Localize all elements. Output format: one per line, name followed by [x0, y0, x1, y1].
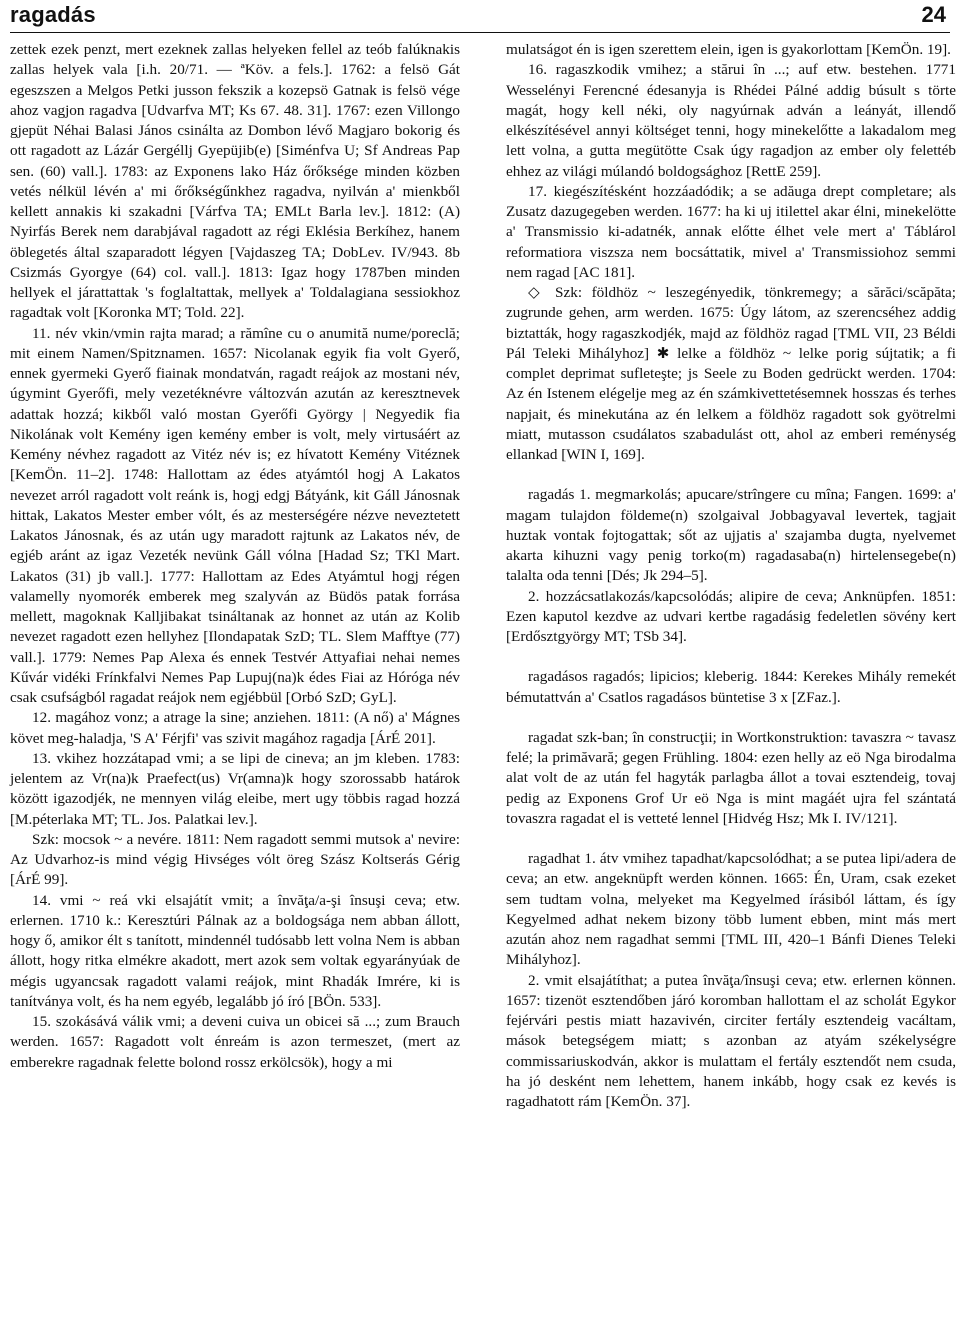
sense-paragraph: 17. kiegészítésként hozzáadódik; a se adăuga drept completare; als Zusatz dazugegeben werden. 1677: ha ki uj itilettel akar élni, minekelötte a' Transmissio ki-adatnék, annak előtte élhet vele mert a' Táblárol reformatiora viszsza nem bocsáttatik, mivel a' Transmissiohoz semmi nem ragad [AC 181].	[506, 182, 956, 281]
sense-paragraph: 15. szokásává válik vmi; a deveni cuiva un obicei să ...; zum Brauch werden. 1657: Ragadott volt énreám is azon termeszet, (mert az emberekre ragadnak felette bolond rossz erkölcsök), hogy a mi	[10, 1013, 460, 1071]
page-number: 24	[921, 2, 946, 27]
entry-paragraph: zettek ezek penzt, mert ezeknek zallas helyeken fellel az teób falúknakis zallas helyek vala [i.h. 20/71. — ªKöv. a fels.]. 1762: a felsö Gát egeszszen a Melgos Petki jusson fekszik a kozepsö Gatnak is felsö vége ahoz vagjon ragadva [Udvarfva MT; Ks 67. 48. 31]. 1767: ezen Villongo gjepüt Néhai Balasi János csinálta az Dombon lévő Magjaro bokorig és ott ragadott az Lázár Gergéllj Gyepüjib(e) [Siménfva U; Sf Andreas Pap sen. (60) vall.]. 1783: az Exponens lako Ház őrőksége minden közben vetés nélkül lévén a' mi őrőkségűnkhez ragadva, nyilván a' mienkből kellett annakis ki szakadni [Várfva TA; EMLt Barla lev.]. 1812: (A) Nyirfás Berek nem darabjával ragadott az régi Eklésia Berkíhez, hanem öblegetés által szaparadott légyen [Vajdaszeg TA; DobLev. IV/943. 8b Csizmás Gyorgye (64) col. vall.]. 1813: Igaz hogy 1787ben minden hellyek el járattattak 's foglaltattak, mellyek a' Toldalagiana sessiokhoz ragadtak volt [Koronka MT; Told. 22].	[10, 41, 460, 322]
phrase-paragraph: ◇ Szk: földhöz ~ leszegényedik, tönkremegy; a sărăci/scăpăta; zugrunde gehen, arm werden. 1675: Úgy látom, az szerencséhez addig biztatták, hogy ragaszkodjék, majd az földhöz ragad [TML VII, 23 Béldi Pál Teleki Mihályhoz] ✱ lelke a földhöz ~ lelke porig sújtatik; a fi complet deprimat sufleteşte; js Seele zu Boden gedrückt werden. 1704: Az én Istenem elégelje meg az én számkivettetésemnek hosszas és terhes napjait, és minekutána az én lelkem a földhöz ragadott sok gyötrelmi miatt, mutasson csudálatos szabadulást ott, ahol az emberi reménység ellankad [WIN I, 169].	[506, 284, 956, 463]
left-column	[10, 40, 460, 1073]
running-headword: ragadás	[10, 2, 96, 27]
sense-paragraph: 11. név vkin/vmin rajta marad; a rămîne cu o anumită nume/poreclă; mit einem Namen/Spitznamen. 1657: Nicolanak egyik fia volt Gyerő, ennek gyermeki Gyerő fiainak mondatván, ragadt reájok az mostani név, úgymint Gyerőfi, mely vezetéknévre változván azután az keresztnevek adattak hozzá; kikből való mostan Gyerőfi György | Negyedik fia Nikolának volt Kemény igen kemény ember is volt, mely virtusáért az Kemény névhez ragadott az Vitéz név is; ez hívatott Kemény Vitéznek [KemÖn. 11–2]. 1748: Hallottam az édes atyámtól hogj A Lakatos nevezet arról ragadott volt reánk is, hogj edgj Bátyánk, kit Gáll Jánosnak hittak, Lakatos Mester ember vólt, és az mesterségére nézve neveztetett Lakatos Jánosnak, és az után ugy maradott rajtunk az Lakatos név, de egjéb aránt az igaz Vezeték nevünk Gáll vólna [Hadad Sz; TKl Mart. Lakatos (31) jb vall.]. 1777: Hallottam az Edes Atyámtul hogj régen valamelly nyomorék emberek meg szalyván az Büdös patak forrása mellett, magoknak Kalljibakat tsináltanak az honnet az után az Kolib nevezet ragadott ezen hellyhez [Ilondapatak SzD; TL. Slem Mafftye (77) vall.]. 1779: Nemes Pap Alexa és ennek Testvér Attyafiai nehai nemes Kűvár vidéki Frínkfalvi Nemes Pap Lupuj(na)k édes Fiai az Hóróga név csak csufságból ragadat reájok nem egjébbül [Orbó SzD; GyL].	[10, 324, 460, 706]
entry-paragraph: mulatságot én is igen szerettem elein, igen is gyakorlottam [KemÖn. 19].	[506, 41, 951, 58]
sense-paragraph: 2. vmit elsajátíthat; a putea învăţa/însuşi ceva; etw. erlernen können. 1657: tizenöt esztendőben járó koromban hallottam el az scholát Egykor fejérvári pestis miatt hazavivén, circiter fertály esztendeig vacáltam, mások betegségem miatt; s azonban az atyám székelységre commissariuskodván, akkor is mulattam el fertály esztendőt nem csuda, ha jó desként nem lehettem, hanem inkább, hogy csak ez kevés is ragadhatott rám [KemÖn. 37].	[506, 971, 956, 1110]
right-column	[506, 40, 956, 1112]
sense-paragraph: 12. magához vonz; a atrage la sine; anziehen. 1811: (A nő) a' Mágnes követ meg-haladja, 'S A' Férjfi' vas szivit magához ragadja [ÁrÉ 201].	[10, 709, 460, 747]
dictionary-entry: ragadhat 1. átv vmihez tapadhat/kapcsolódhat; a se putea lipi/adera de ceva; an etw. angeknüpft werden können. 1665: Én, Uram, csak ezeket sem tudtam volna, melyeket ma Kegyelmed írásiból láttam, és így Kegyelmed adhat nekem bizony több lument ebben, mint más mert azután ahoz nem ragadhat semmi [TML III, 420–1 Bánfi Dienes Teleki Mihályhoz].	[506, 850, 956, 969]
sense-paragraph: 2. hozzácsatlakozás/kapcsolódás; alipire de ceva; Anknüpfen. 1851: Ezen kaputol kezdve az udvari kertbe ragadásig fedeletlen sövény kert [Erdősztgyörgy MT; TSb 34].	[506, 587, 956, 645]
sense-paragraph: 14. vmi ~ reá vki elsajátít vmit; a învăţa/a-şi însuşi ceva; etw. erlernen. 1710 k.: Keresztúri Pálnak az a boldogsága nem abban állott, hogy ő, amikor élt s tanított, mindennél tudósabb lett volna Nem is abban állott, hogy ritka elmékre akadott, mert azok sem voltak egyarányúak de mégis ugyancsak ragadott valami reájok, mint Rhadák Imrére, ki is tanítványa volt, és ha nem egyéb, legalább jó író [BÖn. 533].	[10, 891, 460, 1010]
dictionary-entry: ragadat szk-ban; în construcţii; in Wortkonstruktion: tavaszra ~ tavasz felé; la primăvară; gegen Frühling. 1804: ezen helly az eö Nga birodalma alat volt de az után fel hagyták parlagba állot a tovai esztendeig, tovaj pedig az Exponens Grof Ur eö Nga is mint magáét ujra fel szántatá tovaszra ragadat el is vetteté lennel [Hidvég Hsz; Mk I. IV/121].	[506, 728, 956, 827]
dictionary-entry: ragadás 1. megmarkolás; apucare/strîngere cu mîna; Fangen. 1699: a' magam tulajdon földeme(n) szolgaival Jobbagyaval levertek, tagjait huztak vontak fojtogattak; sőt az ujjatis a' szajamba dugta, nyelvemet akarta kihuzni vagy penig torko(m) ragadasaba(n) hirtelensegebe(n) talalta oda tenni [Dés; Jk 294–5].	[506, 486, 956, 585]
dictionary-entry: ragadásos ragadós; lipicios; kleberig. 1844: Kerekes Mihály remekét bémutattván a' Csatlos ragadásos büntetise 3 x [ZFaz.].	[506, 668, 956, 706]
sense-paragraph: 13. vkihez hozzátapad vmi; a se lipi de cineva; an jm kleben. 1783: jelentem az Vr(na)k Praefect(us) Vr(amna)k hogy szorossabb határok között igazodjék, ne mennyen világ eleibe, mert ugy többis ragad hozzá [M.péterlaka MT; TL. Jos. Palatkai lev.].	[10, 749, 460, 828]
sense-paragraph: 16. ragaszkodik vmihez; a stărui în ...; auf etw. bestehen. 1771 Wesselényi Ferencné édesanyja is Rhédei Pálné addig búsult s törte magát, hogy kell néki, oly nagyúrnak adván a leányát, illendő elkészítésével annyi költséget tenni, hogy minekelőtte a lakadalom meg lett volna, a gutta megütötte Csak úgy ragadjon az ember oly felettéb ehhez az világi múlandó boldogsághoz [RettE 259].	[506, 61, 956, 180]
phrase-paragraph: Szk: mocsok ~ a nevére. 1811: Nem ragadott semmi mutsok a' nevire: Az Udvarhoz-is mind végig Hivséges vólt öreg Szász Koltserás Gérig [ÁrÉ 99].	[10, 830, 460, 889]
page-header	[10, 0, 950, 33]
